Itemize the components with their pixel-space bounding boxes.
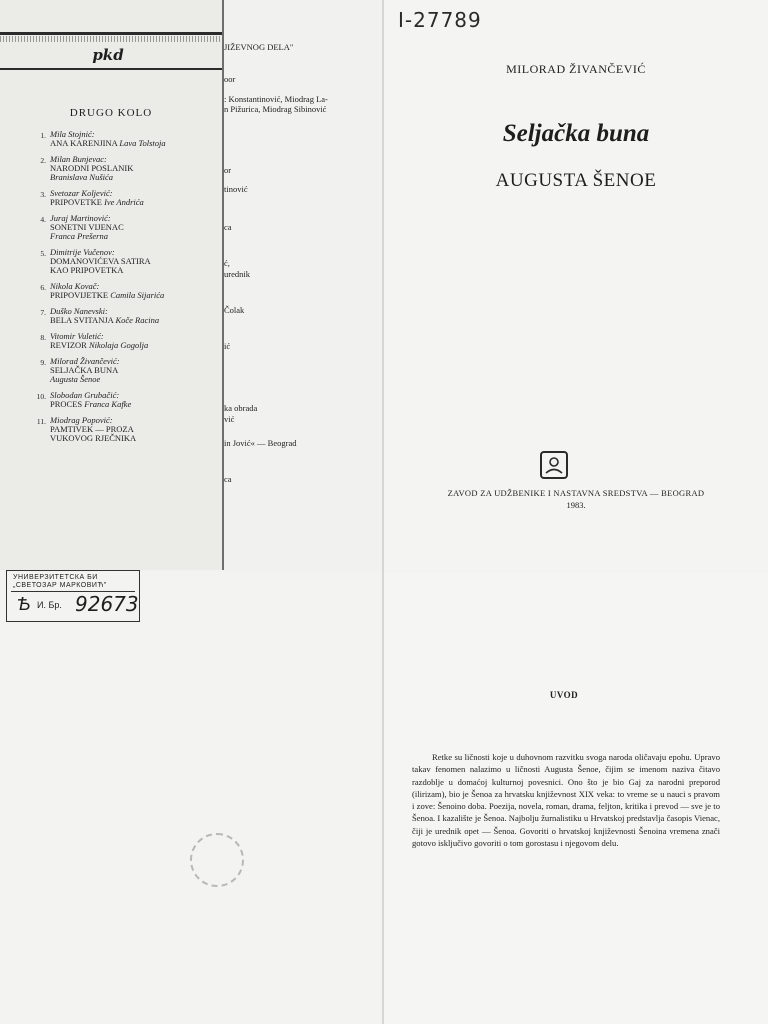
item-title: SELJAČKA BUNA [50, 365, 119, 375]
book-author: MILORAD ŽIVANČEVIĆ [506, 62, 646, 76]
item-subtitle: Franca Prešerna [50, 231, 108, 241]
publisher-emblem-icon [540, 451, 568, 479]
item-author: Duško Nanevski: [50, 306, 108, 316]
stamp-label: И. Бр. [37, 600, 62, 610]
item-title-extra: Lava Tolstoja [119, 138, 166, 148]
item-subtitle: VUKOVOG RJEČNIKA [50, 433, 137, 443]
item-title-extra: Franca Kafke [84, 399, 132, 409]
item-title: BELA SVITANJA [50, 315, 114, 325]
item-subtitle: Branislava Nušića [50, 172, 114, 182]
book-subtitle: AUGUSTA ŠENOE [495, 170, 657, 191]
item-title: PAMTIVEK — PROZA [50, 424, 134, 434]
item-author: Dimitrije Vučenov: [50, 247, 115, 257]
publisher-name: ZAVOD ZA UDŽBENIKE I NASTAVNA SREDSTVA — BEOGRAD [447, 488, 705, 498]
colophon-fragment: urednik [224, 269, 250, 279]
item-title-extra: Ive Andrića [104, 197, 144, 207]
item-body [50, 130, 220, 148]
colophon-fragment: or [224, 165, 232, 175]
list-item [32, 357, 220, 384]
introduction-paragraph: Retke su ličnosti koje u duhovnom razvitku svoga naroda oličavaju epohu. Upravo takav fenomen nalazimo u ličnosti Augusta Šenoe, čijim se imenom naziva čitavo razdoblje u domaćoj kulturnoj povesnici. Ono što je bio Gaj za narodni preporod (ilirizam), bio je Šenoa za hrvatsku književnost XIX veka: to vreme se u nauci s pravom i zove: Šenoino doba. Poezija, novela, roman, drama, feljton, kritika i prevod — sve je to Šenoa. I kazalište je Šenoa. Najbolju žurnalistiku u Hrvatskoj predstavlja časopis Vienac, čiji je urednik opet — Šenoa. Govoriti o hrvatskoj književnosti Šenoina vremena znači gotovo isključivo govoriti o tom gorostasu i njegovom delu. [412, 752, 720, 849]
series-heading: DRUGO KOLO [69, 107, 153, 119]
list-item [32, 307, 220, 325]
item-title-line [50, 341, 220, 350]
colophon-fragment: n Pižurica, Miodrag Sibinović [224, 104, 327, 114]
item-body [50, 391, 220, 409]
page-gutter [382, 0, 384, 1024]
colophon-fragment: oor [224, 74, 236, 84]
item-body [50, 189, 220, 207]
item-author: Svetozar Koljević: [50, 188, 113, 198]
rule-bottom [0, 68, 222, 70]
item-title: ANA KARENJINA [50, 138, 118, 148]
colophon-fragment: ca [224, 222, 232, 232]
stamp-mark: Ѣ [17, 594, 31, 614]
colophon-fragment: ca [224, 474, 232, 484]
blank-page [0, 572, 382, 1024]
item-author: Miodrag Popović: [50, 415, 113, 425]
item-number: 7. [40, 308, 46, 317]
colophon-fragment: ić [224, 341, 231, 351]
list-item [32, 214, 220, 241]
book-list [32, 130, 220, 450]
item-author: Mila Stojnić: [50, 129, 95, 139]
item-title: NARODNI POSLANIK [50, 163, 134, 173]
item-body [50, 155, 220, 182]
item-number: 6. [40, 283, 46, 292]
colophon-fragment: JIŽEVNOG DELA" [224, 42, 294, 52]
inventory-number: 92673 [75, 592, 139, 616]
item-title-extra: Camila Sijarića [110, 290, 165, 300]
item-number: 4. [40, 215, 46, 224]
item-body [50, 248, 220, 275]
item-body [50, 214, 220, 241]
call-number: I-27789 [398, 8, 482, 32]
book-title: Seljačka buna [502, 120, 650, 147]
item-number: 1. [40, 131, 46, 140]
list-item [32, 248, 220, 275]
item-title-line [50, 316, 220, 325]
item-number: 2. [40, 156, 46, 165]
item-body [50, 416, 220, 443]
item-title-line [50, 400, 220, 409]
item-body [50, 357, 220, 384]
item-title: SONETNI VIJENAC [50, 222, 124, 232]
publisher-logo: pkd [92, 46, 124, 64]
title-page [384, 0, 768, 570]
item-body [50, 307, 220, 325]
list-item [32, 130, 220, 148]
item-number: 9. [40, 358, 46, 367]
list-item [32, 155, 220, 182]
item-title-line [50, 291, 220, 300]
item-title: DOMANOVIĆEVA SATIRA [50, 256, 151, 266]
item-number: 5. [40, 249, 46, 258]
item-author: Slobodan Grubačić: [50, 390, 120, 400]
colophon-fragment: vić [224, 414, 235, 424]
item-number: 3. [40, 190, 46, 199]
item-number: 10. [36, 392, 46, 401]
item-author: Nikola Kovač: [50, 281, 100, 291]
list-item [32, 189, 220, 207]
item-title-extra: Koče Racina [115, 315, 160, 325]
colophon-fragment: in Jović« — Beograd [224, 438, 297, 448]
item-author: Milorad Živančević: [50, 356, 120, 366]
item-number: 11. [36, 417, 46, 426]
colophon-fragment: tinović [224, 184, 248, 194]
item-body [50, 282, 220, 300]
item-body [50, 332, 220, 350]
item-author: Milan Bunjevac: [50, 154, 107, 164]
list-item [32, 391, 220, 409]
colophon-fragment: Čolak [224, 305, 245, 315]
item-subtitle: KAO PRIPOVETKA [50, 265, 124, 275]
stamp-line-1: УНИВЕРЗИТЕТСКА БИ [13, 574, 98, 581]
item-title: PROCES [50, 399, 83, 409]
colophon-fragment: ć, [224, 258, 230, 268]
item-title: PRIPOVIJETKE [50, 290, 109, 300]
list-item [32, 282, 220, 300]
item-subtitle: Augusta Šenoe [50, 374, 101, 384]
item-number: 8. [40, 333, 46, 342]
item-title-line [50, 198, 220, 207]
item-title: PRIPOVETKE [50, 197, 102, 207]
item-author: Juraj Martinović: [50, 213, 111, 223]
item-title: REVIZOR [50, 340, 87, 350]
stamp-number-box [11, 591, 139, 619]
rule-top [0, 32, 222, 35]
list-item [32, 416, 220, 443]
colophon-page-fragment [224, 0, 383, 570]
publication-year: 1983. [566, 500, 586, 510]
library-stamp [6, 570, 140, 622]
stamp-line-2: „СВЕТОЗАР МАРКОВИЋ" [13, 582, 107, 589]
colophon-fragment: : Konstantinović, Miodrag La- [224, 94, 328, 104]
list-item [32, 332, 220, 350]
section-heading: UVOD [549, 690, 579, 700]
item-author: Vitomir Vuletić: [50, 331, 104, 341]
colophon-fragment: ka obrada [224, 403, 258, 413]
item-title-line [50, 139, 220, 148]
embossed-seal-icon [190, 833, 244, 887]
item-title-extra: Nikolaja Gogolja [88, 340, 149, 350]
